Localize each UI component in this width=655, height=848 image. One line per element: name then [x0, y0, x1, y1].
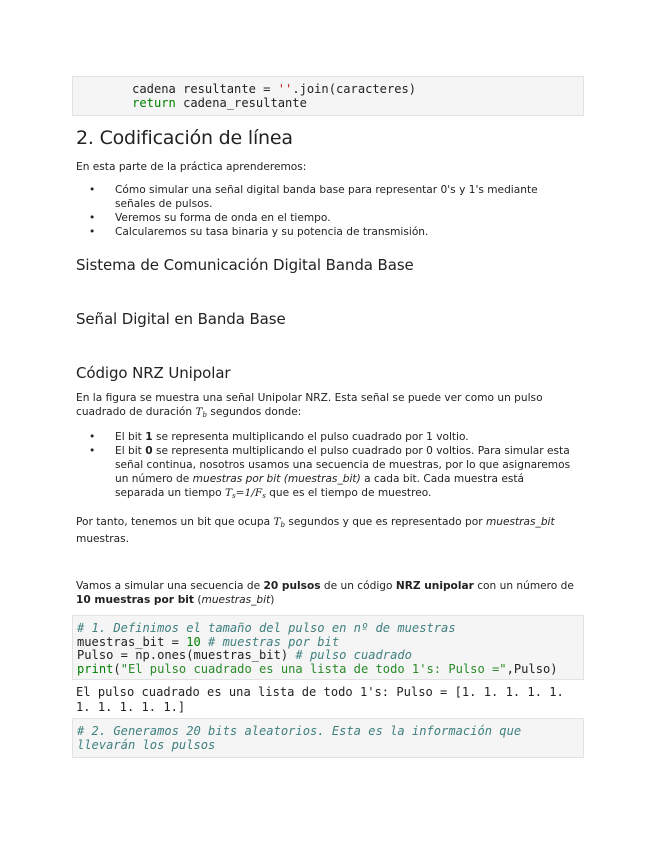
code-line-muestras: muestras_bit = 10 # muestras por bit: [77, 634, 340, 649]
heading-sistema: Sistema de Comunicación Digital Banda Base: [76, 256, 414, 274]
intro-text: En esta parte de la práctica aprenderemos:: [76, 161, 307, 173]
heading-nrz-unipolar: Código NRZ Unipolar: [76, 364, 231, 382]
nrz-bit-list: [76, 430, 576, 503]
math-Ts-equation: Ts=1/Fs: [225, 487, 266, 500]
heading-senal-digital: Señal Digital en Banda Base: [76, 310, 286, 328]
code-line-print: print("El pulso cuadrado es una lista de todo 1's: Pulso =",Pulso): [77, 661, 558, 676]
code-line-join: cadena resultante = ''.join(caracteres): [103, 82, 417, 96]
math-Tb: Tb: [195, 406, 207, 419]
pulse-code-cell: [72, 615, 584, 680]
cell-output: El pulso cuadrado es una lista de todo 1's: Pulso = [1. 1. 1. 1. 1. 1. 1. 1. 1. 1.]: [76, 685, 572, 714]
code-line-return: return cadena_resultante: [103, 95, 307, 110]
list-item: • Calcularemos su tasa binaria y su potencia de transmisión.: [76, 225, 576, 239]
simulation-intro: Vamos a simular una secuencia de 20 pulsos de un código NRZ unipolar con un número de 10 muestras por bit (muestras_bit): [76, 580, 574, 606]
code-comment: # 2. Generamos 20 bits aleatorios. Esta es la información que llevarán los pulsos: [77, 724, 529, 752]
list-item: • El bit 1 se representa multiplicando el pulso cuadrado por 1 voltio.: [76, 430, 576, 444]
nrz-description: En la figura se muestra una señal Unipolar NRZ. Esta señal se puede ver como un pulso cuadrado de duración Tb segundos donde:: [76, 392, 543, 419]
list-item: • El bit 0 se representa multiplicando el pulso cuadrado por 0 voltios. Para simular esta señal continua, nosotros usamos una secuencia de muestras, por lo que asignaremos un número de muestras por bit (muestras_bit) a cada bit. Cada muestra está separada un tiempo Ts=1/Fs que es el tiempo de muestreo.: [76, 444, 576, 503]
code-line-pulso: Pulso = np.ones(muestras_bit) # pulso cuadrado: [77, 648, 412, 662]
top-code-cell: [72, 76, 584, 116]
bit-duration-text: Por tanto, tenemos un bit que ocupa Tb segundos y que es representado por muestras_bit muestras.: [76, 516, 555, 545]
bits-code-cell: [72, 718, 584, 758]
list-item: • Veremos su forma de onda en el tiempo.: [76, 211, 576, 225]
math-Tb: Tb: [273, 516, 286, 529]
list-item: • Cómo simular una señal digital banda base para representar 0's y 1's mediante señales de pulsos.: [76, 183, 576, 211]
section-title-codificacion: 2. Codificación de línea: [76, 127, 293, 149]
learning-list: [76, 183, 576, 239]
code-comment: # 1. Definimos el tamaño del pulso en nº de muestras: [77, 621, 456, 635]
